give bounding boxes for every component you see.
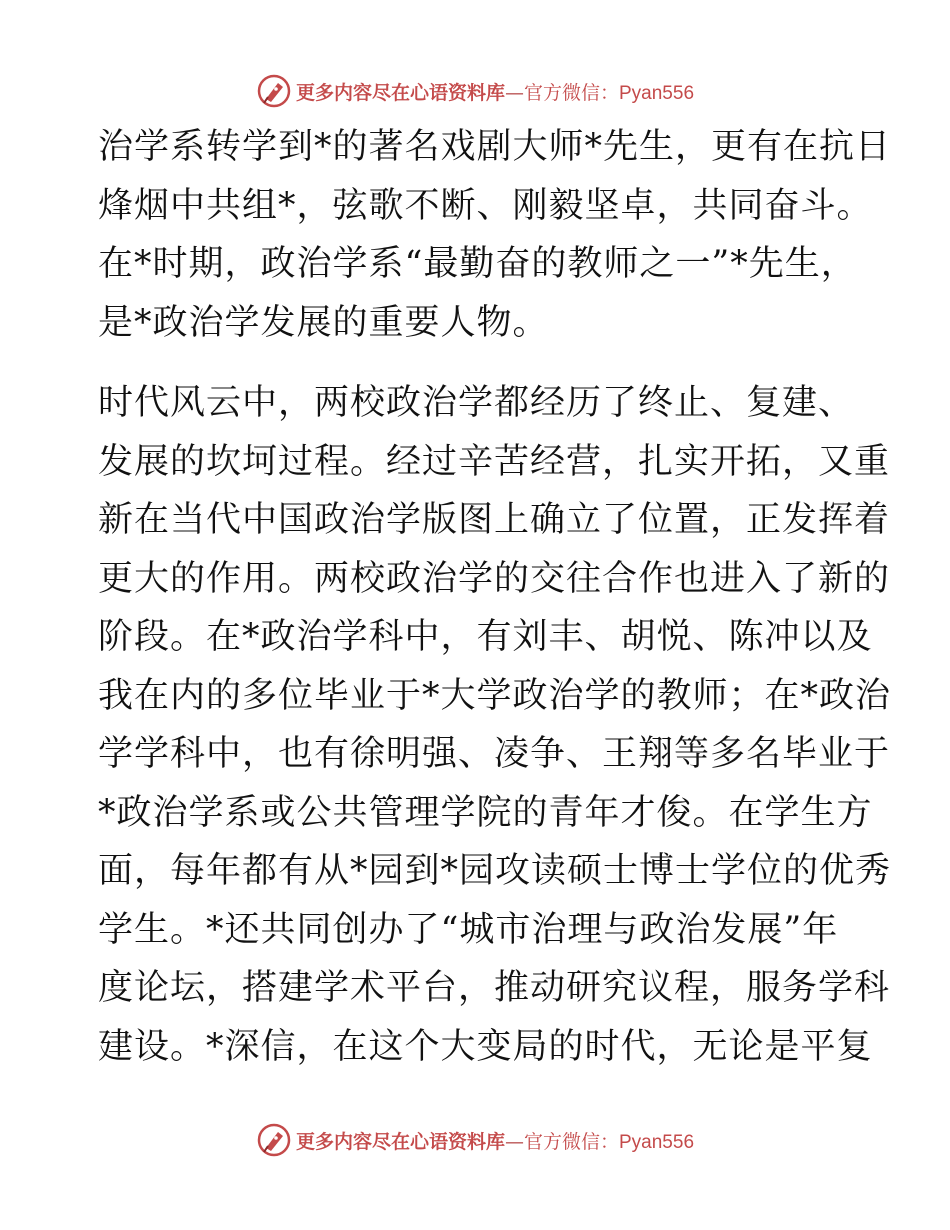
pen-nib-logo-icon: [256, 1122, 292, 1158]
text-line: 面，每年都有从*园到*园攻读硕士博士学位的优秀: [98, 851, 892, 891]
text-line: 新在当代中国政治学版图上确立了位置，正发挥着: [98, 500, 891, 540]
footer-banner: [0, 1120, 950, 1160]
pen-nib-logo-icon: [256, 73, 292, 109]
text-line: *政治学系或公共管理学院的青年才俊。在学生方: [98, 792, 873, 833]
paragraph-2: [98, 374, 892, 1076]
header-banner: [0, 71, 950, 111]
banner-wechat-id: Pyan556: [619, 1131, 695, 1153]
banner-wechat-label: 官方微信：: [523, 81, 619, 104]
text-line: 度论坛，搭建学术平台，推动研究议程，服务学科: [98, 968, 891, 1008]
text-line: 我在内的多位毕业于*大学政治学的教师；在*政治: [98, 675, 892, 716]
text-line: 在*时期，政治学系“最勤奋的教师之一”*先生，: [98, 244, 857, 284]
banner-wechat-id: Pyan556: [619, 82, 695, 104]
text-line: 阶段。在*政治学科中，有刘丰、胡悦、陈冲以及: [98, 617, 873, 657]
banner-main-text: 更多内容尽在心语资料库: [295, 81, 505, 104]
paragraph-1: [98, 118, 892, 352]
banner-text: [296, 78, 694, 105]
banner-text: [296, 1127, 694, 1154]
text-line: 烽烟中共组*，弦歌不断、刚毅坚卓，共同奋斗。: [98, 185, 873, 226]
text-line: 更大的作用。两校政治学的交往合作也进入了新的: [98, 558, 891, 599]
banner-wechat-label: 官方微信：: [523, 1130, 619, 1153]
text-line: 学生。*还共同创办了“城市治理与政治发展”年: [98, 909, 839, 950]
text-line: 时代风云中，两校政治学都经历了终止、复建、: [98, 383, 855, 423]
text-line: 建设。*深信，在这个大变局的时代，无论是平复: [98, 1026, 873, 1067]
document-body: [98, 118, 892, 1076]
text-line: 发展的坎坷过程。经过辛苦经营，扎实开拓，又重: [98, 441, 891, 482]
banner-separator: —: [504, 1130, 524, 1153]
text-line: 是*政治学发展的重要人物。: [98, 302, 549, 343]
banner-separator: —: [504, 81, 524, 104]
text-line: 治学系转学到*的著名戏剧大师*先生，更有在抗日: [98, 127, 892, 167]
text-line: 学学科中，也有徐明强、凌争、王翔等多名毕业于: [98, 734, 891, 774]
banner-main-text: 更多内容尽在心语资料库: [295, 1130, 505, 1153]
